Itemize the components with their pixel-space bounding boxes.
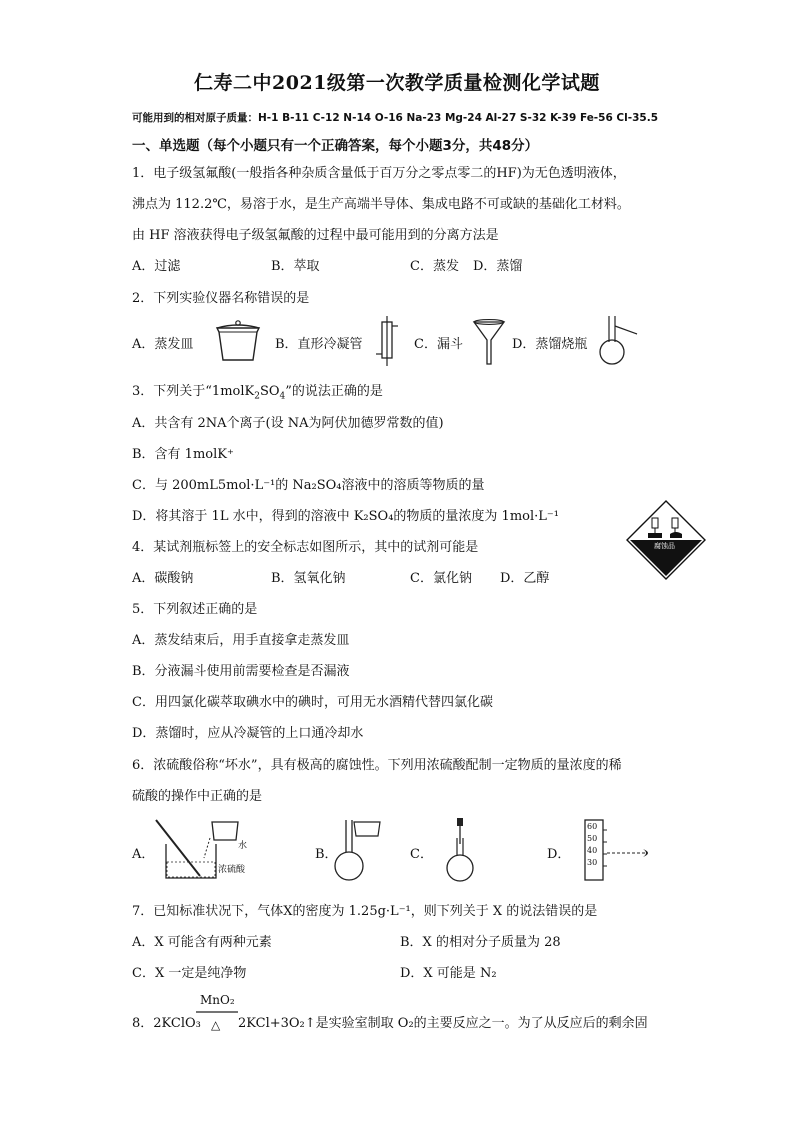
- q8-post: 2KCl+3O₂↑是实验室制取 O₂的主要反应之一。为了从反应后的剩余固: [238, 1016, 648, 1031]
- label-conc-acid: 浓硫酸: [218, 865, 246, 875]
- q3-option-d: D．将其溶于 1L 水中，得到的溶液中 K₂SO₄的物质的量浓度为 1mol·L⁻¹: [132, 509, 559, 524]
- q6-option-d: D．: [547, 847, 571, 862]
- q3-stem-sub1: 2: [254, 391, 260, 402]
- q1-line1: 1．电子级氢氟酸(一般指各种杂质含量低于百万分之零点零二的HF)为无色透明液体，: [132, 166, 626, 181]
- q7-option-c: C．X 一定是纯净物: [132, 966, 247, 981]
- funnel-icon: [472, 318, 506, 366]
- q2-stem: 2．下列实验仪器名称错误的是: [132, 291, 310, 306]
- volumetric-flask-pour-icon: [330, 818, 386, 882]
- tick-50: 50: [587, 834, 598, 843]
- q6-option-b: B．: [315, 847, 338, 862]
- q4-stem: 4．某试剂瓶标签上的安全标志如图所示，其中的试剂可能是: [132, 540, 479, 555]
- hazard-sign-label: 腐蚀品: [654, 542, 675, 550]
- q5-option-d: D．蒸馏时，应从冷凝管的上口通冷却水: [132, 726, 364, 741]
- q5-stem: 5．下列叙述正确的是: [132, 602, 258, 617]
- q1-option-d: D．蒸馏: [473, 259, 523, 274]
- dropper-flask-icon: [440, 818, 484, 884]
- q8-heat-condition: △: [211, 1018, 221, 1032]
- q6-option-a: A．: [132, 847, 155, 862]
- q5-option-c: C．用四氯化碳萃取碘水中的碘时，可用无水酒精代替四氯化碳: [132, 695, 493, 710]
- corrosive-hazard-sign-icon: [626, 500, 706, 580]
- q3-option-b: B．含有 1molK⁺: [132, 447, 234, 462]
- q2-option-c: C．漏斗: [414, 337, 463, 352]
- q3-option-a: A．共含有 2NA个离子(设 NA为阿伏加德罗常数的值): [132, 416, 444, 431]
- q1-line2: 沸点为 112.2℃，易溶于水，是生产高端半导体、集成电路不可或缺的基础化工材料。: [132, 197, 630, 212]
- tick-40: 40: [587, 846, 598, 855]
- q5-option-a: A．蒸发结束后，用手直接拿走蒸发皿: [132, 633, 350, 648]
- condenser-icon: [372, 316, 402, 366]
- reaction-arrow-line: [196, 1010, 238, 1014]
- q6-line1: 6．浓硫酸俗称“坏水”，具有极高的腐蚀性。下列用浓硫酸配制一定物质的量浓度的稀: [132, 758, 622, 773]
- q3-stem: [132, 380, 383, 402]
- q4-option-a: A．碳酸钠: [132, 571, 194, 586]
- label-water: 水: [238, 841, 248, 851]
- q3-stem-mid: SO: [259, 384, 280, 399]
- page-title: 仁寿二中2021级第一次教学质量检测化学试题: [194, 72, 600, 94]
- q1-option-a: A．过滤: [132, 259, 181, 274]
- q8-pre: 8．2KClO₃: [132, 1016, 201, 1031]
- q7-option-d: D．X 可能是 N₂: [400, 966, 497, 981]
- q2-option-b: B．直形冷凝管: [275, 337, 363, 352]
- q3-stem-pre: 3．下列关于“1molK: [132, 384, 255, 399]
- q4-option-d: D．乙醇: [500, 571, 550, 586]
- evaporating-dish-icon: [213, 318, 263, 364]
- tick-60: 60: [587, 822, 598, 831]
- section-heading: 一、单选题（每个小题只有一个正确答案，每个小题3分，共48分）: [132, 138, 539, 154]
- distilling-flask-icon: [597, 316, 641, 366]
- q1-option-c: C．蒸发: [410, 259, 459, 274]
- q3-stem-post: ”的说法正确的是: [285, 384, 383, 399]
- q8-catalyst: MnO₂: [200, 993, 235, 1007]
- q6-option-c: C．: [410, 847, 433, 862]
- q5-option-b: B．分液漏斗使用前需要检查是否漏液: [132, 664, 350, 679]
- atomic-masses: 可能用到的相对原子质量：H-1 B-11 C-12 N-14 O-16 Na-23 Mg-24 Al-27 S-32 K-39 Fe-56 Cl-35.5: [132, 112, 659, 124]
- tick-30: 30: [587, 858, 598, 867]
- q2-option-a: A．蒸发皿: [132, 337, 194, 352]
- q6-line2: 硫酸的操作中正确的是: [132, 789, 263, 804]
- q4-option-c: C．氯化钠: [410, 571, 472, 586]
- q3-option-c: C．与 200mL5mol·L⁻¹的 Na₂SO₄溶液中的溶质等物质的量: [132, 478, 485, 493]
- q7-stem: 7．已知标准状况下，气体X的密度为 1.25g·L⁻¹，则下列关于 X 的说法错误的是: [132, 904, 598, 919]
- q1-line3: 由 HF 溶液获得电子级氢氟酸的过程中最可能用到的分离方法是: [132, 228, 499, 243]
- q2-option-d: D．蒸馏烧瓶: [512, 337, 588, 352]
- q7-option-a: A．X 可能含有两种元素: [132, 935, 272, 950]
- q1-option-b: B．萃取: [271, 259, 320, 274]
- q3-stem-sub2: 4: [279, 391, 286, 402]
- q7-option-b: B．X 的相对分子质量为 28: [400, 935, 561, 950]
- q4-option-b: B．氢氧化钠: [271, 571, 346, 586]
